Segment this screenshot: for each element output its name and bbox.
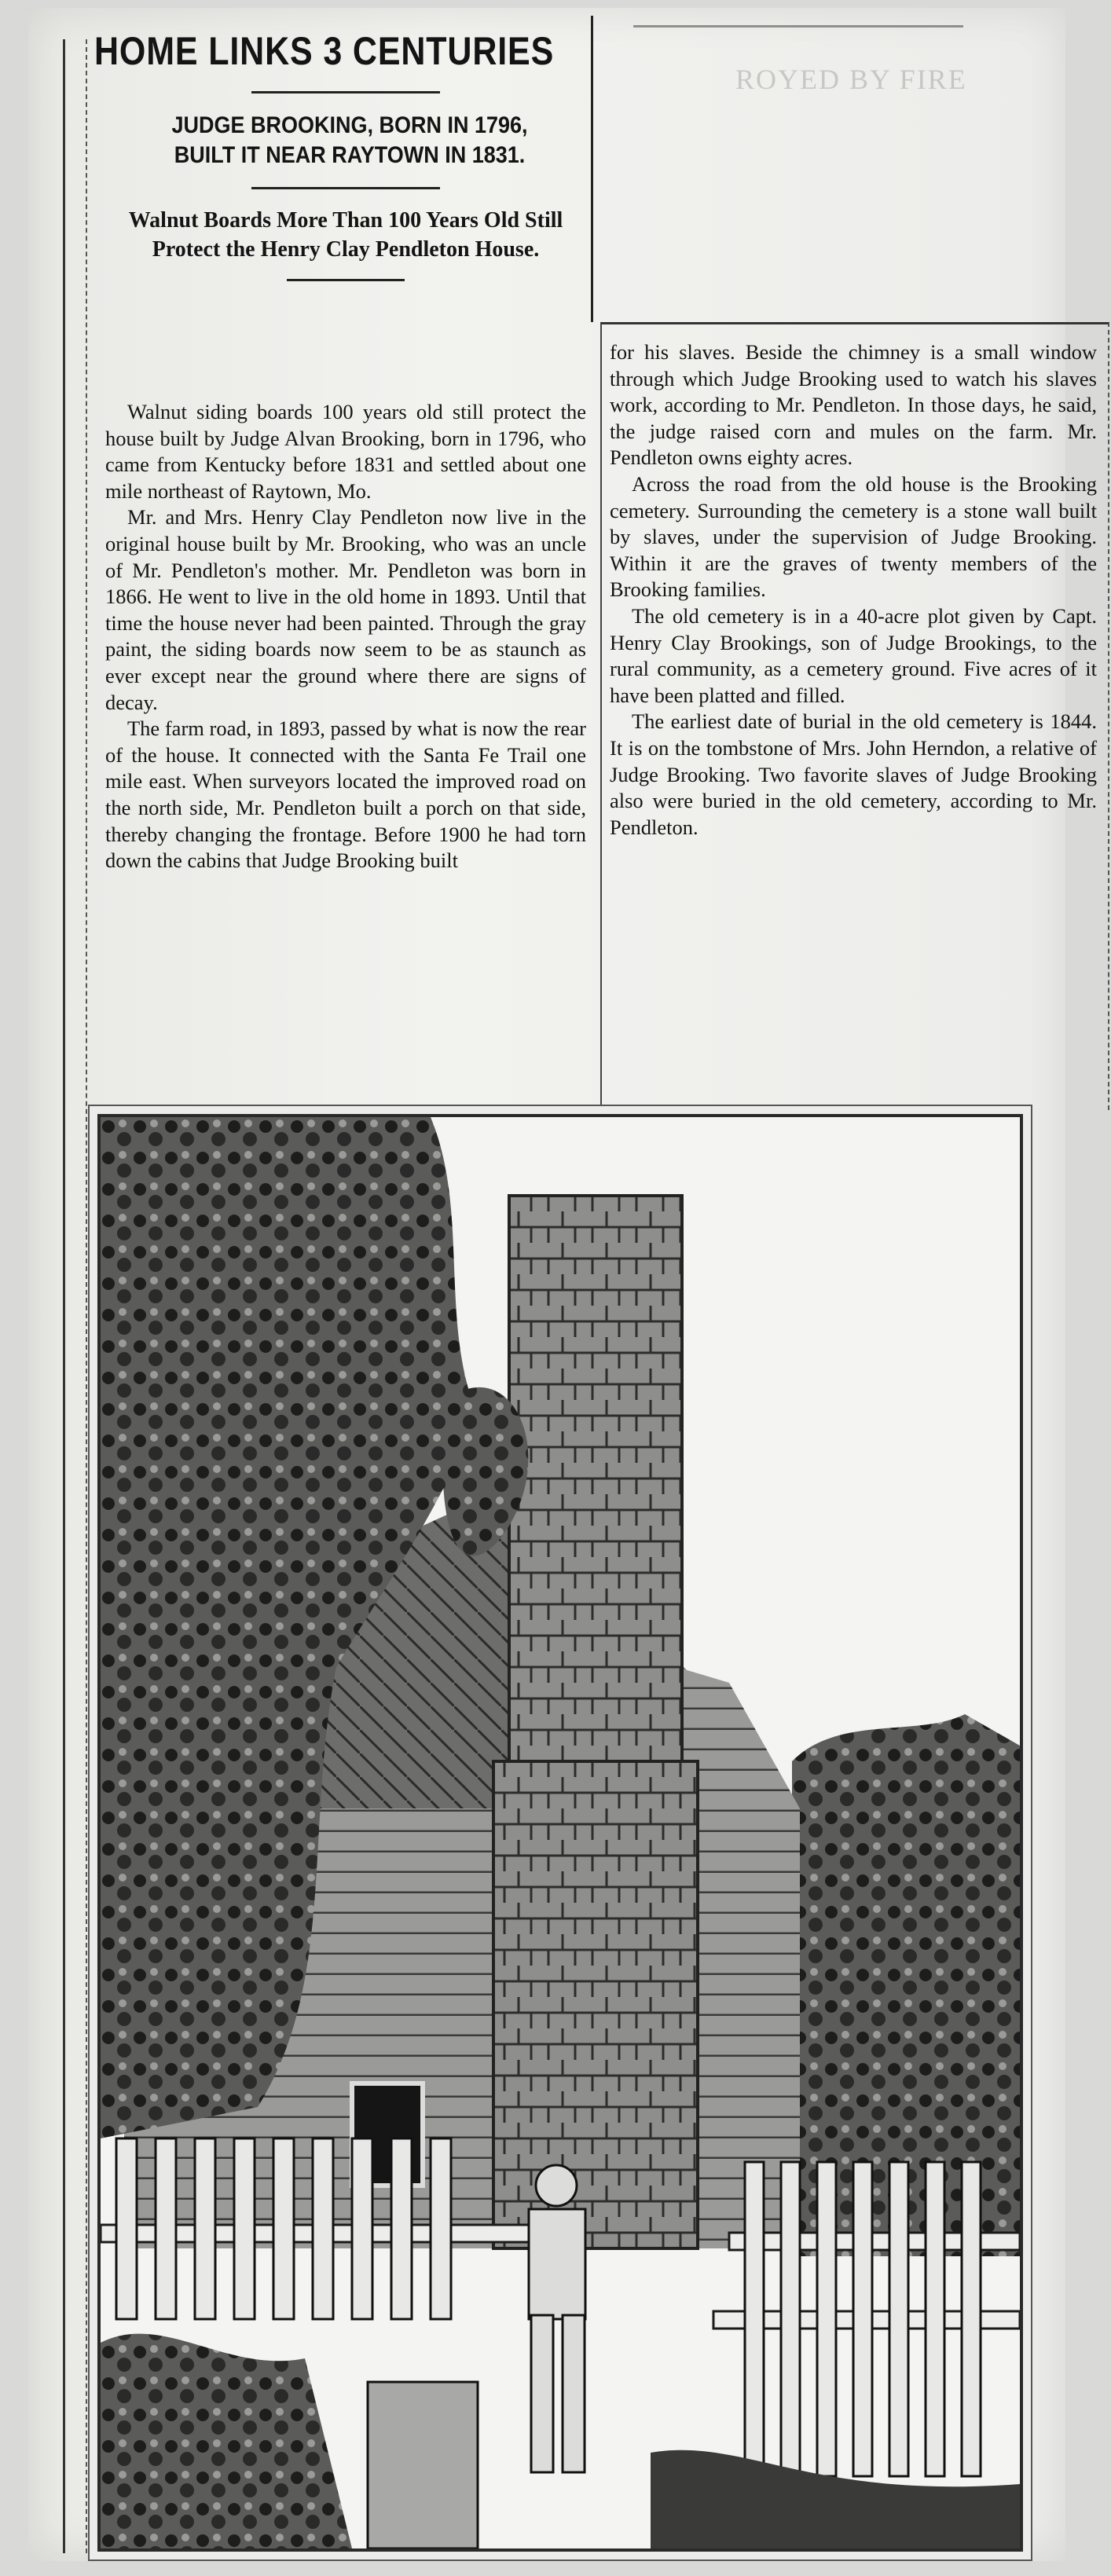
- paragraph: Mr. and Mrs. Henry Clay Pendleton now live in the original house built by Mr. Brooking, who was an uncle of Mr. Pendleton's mother. Mr. Pendleton was born in 1866. He went to live in the old home in 1893. Until that time the house never had been painted. Through the gray paint, the siding boards now seem to be as staunch as ever except near the ground where there are signs of decay.: [105, 505, 586, 714]
- paragraph: The earliest date of burial in the old cemetery is 1844. It is on the tombstone of Mrs. John Herndon, a relative of Judge Brooking. Two favorite slaves of Judge Brooking also were buried in the old cemetery, according to Mr. Pendleton.: [610, 709, 1097, 839]
- paragraph: for his slaves. Beside the chimney is a small window through which Judge Brooking used to watch his slaves work, according to Mr. Pendleton. In those days, he said, the judge raised corn and mules on the farm. Mr. Pendleton owns eighty acres.: [610, 340, 1097, 470]
- paragraph: The old cemetery is in a 40-acre plot given by Capt. Henry Clay Brookings, son of Judge Brookings, to the rural community, as a cemetery ground. Five acres of it have been platted and filled.: [610, 603, 1097, 707]
- subdeck: Walnut Boards More Than 100 Years Old Still Protect the Henry Clay Pendleton House.: [128, 208, 563, 262]
- bleed-through-text: ROYED BY FIRE: [735, 64, 967, 95]
- bleed-rule: [633, 25, 963, 27]
- deck-line-2: BUILT IT NEAR RAYTOWN IN 1831.: [174, 141, 526, 168]
- clip-left-edge: [63, 39, 87, 2553]
- paragraph: Walnut siding boards 100 years old still protect the house built by Judge Alvan Brooking, born in 1796, who came from Kentucky before 1831 and settled about one mile northeast of Raytown, Mo.: [105, 400, 586, 503]
- left-body: [105, 399, 586, 874]
- paragraph: The farm road, in 1893, passed by what is now the rear of the house. It connected with the Santa Fe Trail one mile east. When surveyors located the improved road on the north side, Mr. Pendleton built a porch on that side, thereby changing the frontage. Before 1900 he had torn down the cabins that Judge Brooking built: [105, 716, 586, 873]
- right-body: [610, 339, 1097, 841]
- deck-rule: [251, 187, 440, 189]
- left-column: [94, 28, 597, 1105]
- headline-rule: [251, 91, 440, 93]
- house-photograph: [97, 1114, 1023, 2552]
- house-photo-illustration: [101, 1117, 1020, 2549]
- paragraph: Across the road from the old house is the Brooking cemetery. Surrounding the cemetery is a stone wall built by slaves, under the supervision of Judge Brooking. Within it are the graves of twenty members of the Brooking families.: [610, 471, 1097, 602]
- headline: HOME LINKS 3 CENTURIES: [94, 29, 555, 73]
- subdeck-rule: [287, 279, 405, 281]
- deck-line-1: JUDGE BROOKING, BORN IN 1796,: [171, 112, 528, 138]
